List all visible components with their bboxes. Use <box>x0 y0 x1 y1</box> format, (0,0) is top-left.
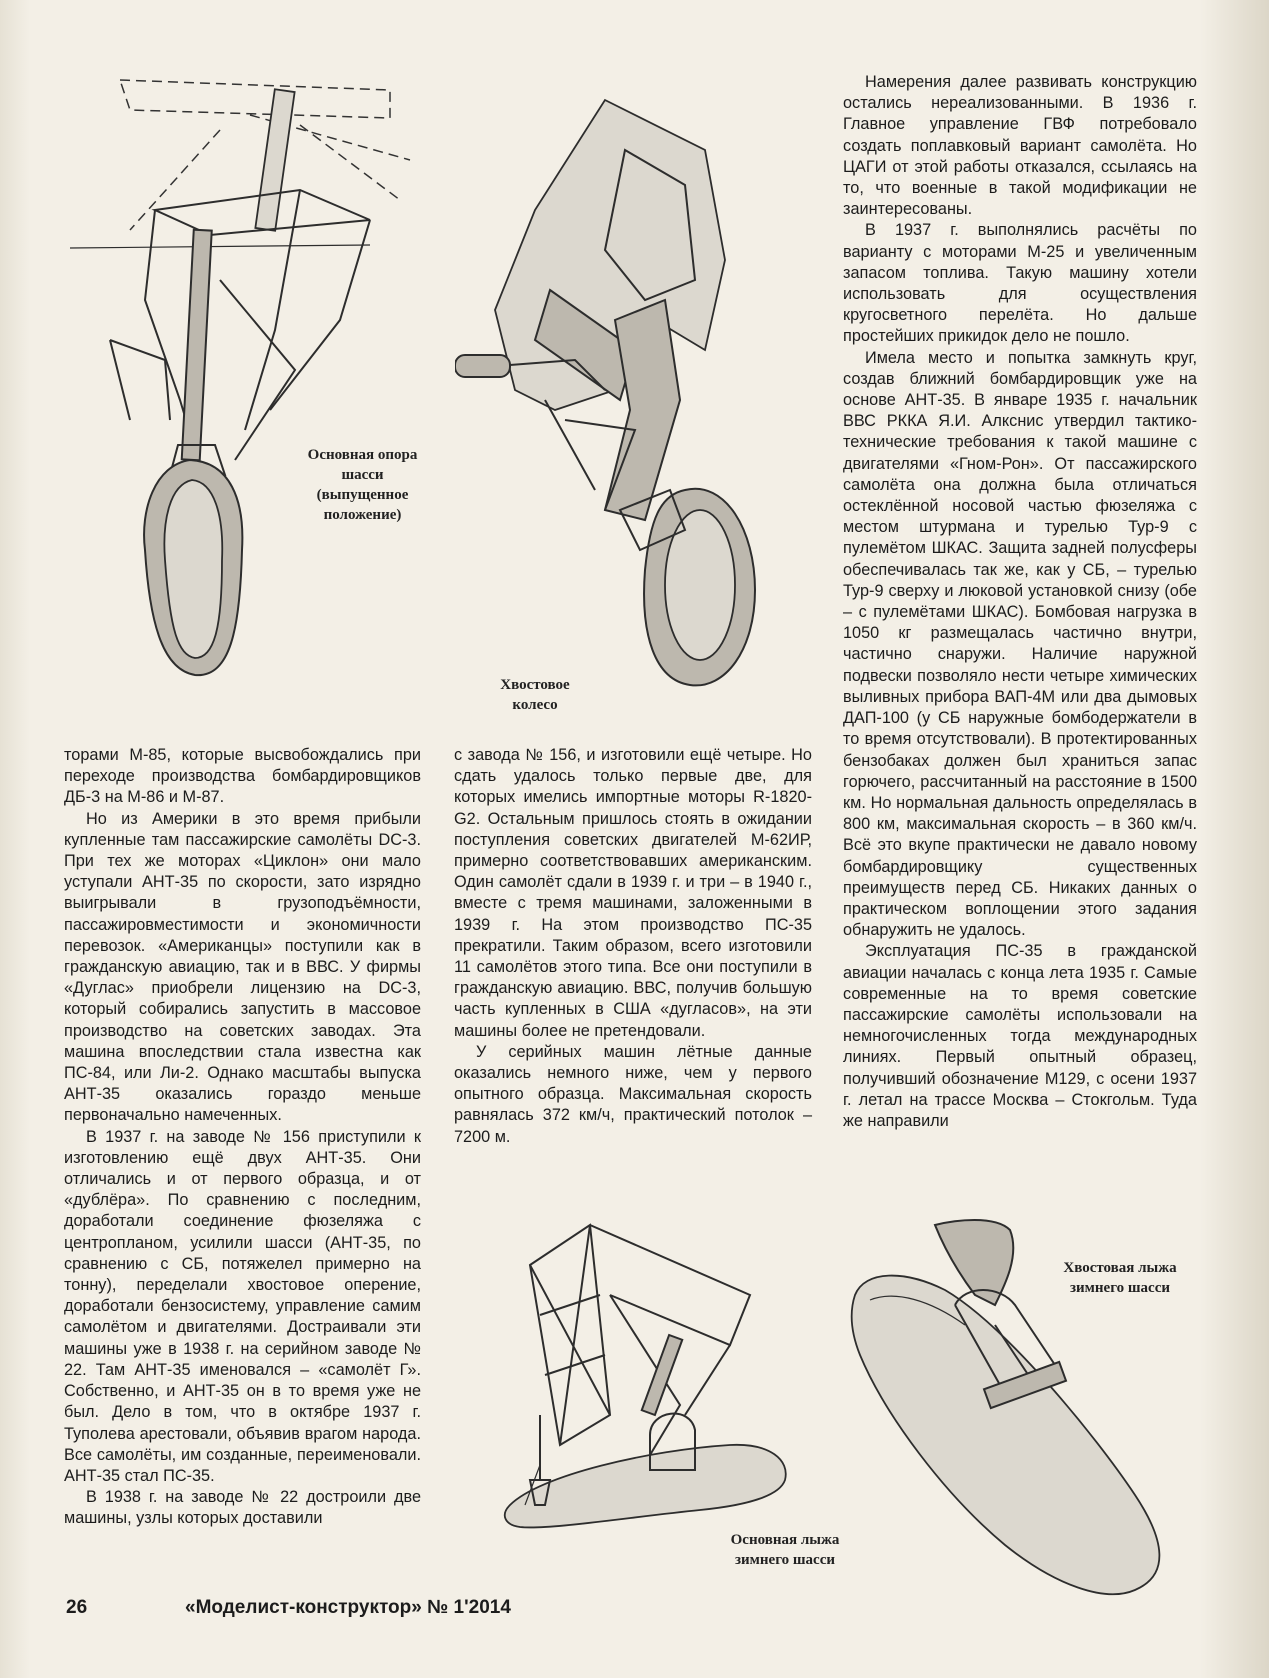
paragraph: В 1938 г. на заводе № 22 достроили две машины, узлы которых доставили <box>64 1488 421 1528</box>
paragraph: Имела место и попытка замкнуть круг, создав ближний бомбардировщик уже на основе АНТ-35. В январе 1935 г. начальник ВВС РККА Я.И. Алкснис утвердил тактико-технические требования к такой машине с двигателями «Гном-Рон». От пассажирского самолёта она должна была отличаться остеклённой носовой частью фюзеляжа с местом штурмана и турелью Тур-9 с пулемётом ШКАС. Защита задней полусферы обеспечивалась так же, как у СБ, – турелью Тур-9 сверху и люковой установкой снизу (обе – с пулемётами ШКАС). Бомбовая нагрузка в 1050 кг размещалась частично внутри, частично снаружи. Наличие наружной подвески позволяло нести четыре химических выливных прибора ВАП-4М или два дымовых ДАП-100 (у СБ наружные бомбодержатели в то время отсутствовали). В протектированных бензобаках должен был храниться запас горючего, рассчитанный на расстояние в 1500 км. Но нормальная дальность определялась в 800 км, максимальная скорость – в 360 км/ч. Всё это вкупе практически не давало новому бомбардировщику существенных преимуществ перед СБ. Никаких данных о практическом воплощении этого задания обнаружить не удалось. <box>843 348 1197 940</box>
tail-ski-caption: Хвостовая лыжа зимнего шасси <box>1063 1260 1177 1296</box>
paragraph: У серийных машин лётные данные оказались немного ниже, чем у первого опытного образца. Максимальная скорость равнялась 372 км/ч, практический потолок – 7200 м. <box>454 1042 812 1146</box>
paragraph: В 1937 г. выполнялись расчёты по варианту с моторами М-25 и увеличенным запасом топлива. Такую машину хотели использовать для осуществления кругосветного перелёта. Но дальше простейших прикидок дело не пошло. <box>843 221 1197 346</box>
main-ski-caption: Основная лыжа зимнего шасси <box>730 1532 840 1568</box>
paragraph: В 1937 г. на заводе № 156 приступили к изготовлению ещё двух АНТ-35. Они отличались и от первого образца, и от «дублёра». По сравнению с последним, доработали соединение фюзеляжа с центропланом, усилили шасси (АНТ-35, по сравнению с СБ, потяжелел примерно на тонну), переделали хвостовое оперение, доработали бензосистему, управление самим самолётом и двигателями. Достраивали эти машины уже в 1938 г. на серийном заводе № 22. Там АНТ-35 именовался – «самолёт Г». Собственно, и АНТ-35 он в то время уже не был. Дело в том, что в октябре 1937 г. Туполева арестовали, объявив врагом народа. Все самолёты, им созданные, переименовали. АНТ-35 стал ПС-35. <box>64 1127 421 1485</box>
main-gear-illustration <box>70 70 430 730</box>
tail-wheel-caption: Хвостовое колесо <box>500 677 570 713</box>
paragraph: Намерения далее развивать конструкцию остались нереализованными. В 1936 г. Главное управление ГВФ потребовало создать поплавковый вариант самолёта. Но ЦАГИ от этой работы отказался, ссылаясь на то, что военные в такой модификации не заинтересованы. <box>843 73 1197 219</box>
page-number: 26 <box>66 1597 88 1618</box>
left-column <box>64 745 421 1530</box>
magazine-title: «Моделист-конструктор» № 1'2014 <box>185 1597 511 1618</box>
paragraph: Но из Америки в это время прибыли купленные там пассажирские самолёты DC-3. При тех же моторах «Циклон» они мало уступали АНТ-35 по скорости, зато изрядно выигрывали в грузоподъёмности, пассажировместимости и экономичности перевозок. «Американцы» поступили как в гражданскую авиацию, так и в ВВС. У фирмы «Дуглас» приобрели лицензию на DC-3, который собирались запустить в массовое производство на советских заводах. Эта машина впоследствии стала известна как ПС-84, или Ли-2. Однако масштабы выпуска АНТ-35 оказались гораздо меньше первоначально намеченных. <box>64 809 421 1125</box>
paragraph: торами М-85, которые высвобождались при переходе производства бомбардировщиков ДБ-3 на М-86 и М-87. <box>64 746 421 807</box>
main-ski-illustration <box>500 1205 800 1545</box>
main-gear-caption: Основная опора шасси (выпущенное положение) <box>307 447 418 523</box>
right-column <box>843 72 1197 1132</box>
paragraph: с завода № 156, и изготовили ещё четыре. Но сдать удалось только первые две, для которых имелись импортные моторы R-1820-G2. Остальным пришлось стоять в ожидании поступления советских двигателей М-62ИР, примерно соответствовавших американским. Один самолёт сдали в 1939 г. и три – в 1940 г., вместе с тремя машинами, заложенными в 1939 г. На этом производство ПС-35 прекратили. Таким образом, всего изготовили 11 самолётов этого типа. Все они поступили в гражданскую авиацию. ВВС, получив большую часть купленных в США «дугласов», на эти машины более не претендовали. <box>454 746 812 1040</box>
tail-wheel-illustration <box>455 90 795 690</box>
middle-column <box>454 745 812 1148</box>
paragraph: Эксплуатация ПС-35 в гражданской авиации началась с конца лета 1935 г. Самые современные на то время советские пассажирские самолёты использовали на немногочисленных тогда международных линиях. Первый опытный образец, получивший обозначение М129, с осени 1937 г. летал на трассе Москва – Стокгольм. Туда же направили <box>843 942 1197 1130</box>
